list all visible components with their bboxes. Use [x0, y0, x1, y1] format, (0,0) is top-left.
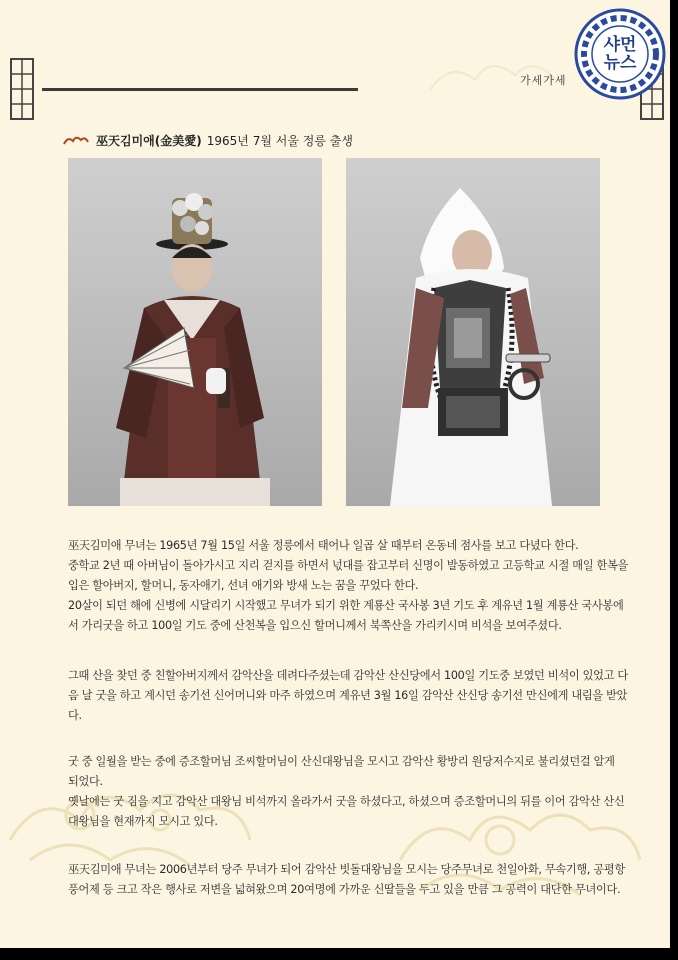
paragraph-4: 그때 산을 찾던 중 친할아버지께서 감악산을 데려다주셨는데 감악산 산신당에서 100일 기도중 보였던 비석이 있었고 다음 날 굿을 하고 계시던 송기선 신어머니와 마주 하였으며 계유년 3월 16일 감악산 산신당 송기선 만신에게 내림을 받았다.: [68, 669, 628, 722]
article-body-2: [68, 666, 628, 726]
paragraph-7: 巫天김미애 무녀는 2006년부터 당주 무녀가 되어 감악산 빗돌대왕님을 모시는 당주무녀로 천일아화, 무속기행, 공평항 풍어제 등 크고 작은 행사로 저변을 넓혀왔으며 20여명에 가까운 신딸들을 두고 있을 만큼 그 공력이 대단한 무녀이다.: [68, 863, 625, 896]
shaman-hanbok-figure: [68, 158, 322, 506]
portrait-photo-hanbok: [68, 158, 322, 506]
paragraph-5: 굿 중 일월을 받는 중에 증조할머님 조씨할머님이 산신대왕님을 모시고 감악산 황방리 원당저수지로 불리셨던걸 알게 되었다.: [68, 755, 615, 788]
article-body-3: [68, 752, 628, 832]
profile-subtitle: [62, 132, 353, 149]
paragraph-2: 중학교 2년 때 아버님이 돌아가시고 지리 걷지를 하면서 넋대를 잡고부터 신명이 발동하였고 고등학교 시절 매일 한복을 입은 할아버지, 할머니, 동자애기, 선녀 애기와 방새 노는 꿈을 꾸었다 한다.: [68, 559, 629, 592]
paragraph-6: 옛날에는 굿 짐을 지고 감악산 대왕님 비석까지 올라가서 굿을 하셨다고, 하셨으며 증조할머니의 뒤를 이어 감악산 산신대왕님을 현재까지 모시고 있다.: [68, 795, 625, 828]
profile-name: 巫天김미애(金美愛): [96, 134, 202, 148]
shaman-news-logo: [574, 8, 666, 100]
cloud-decoration-top: [420, 40, 580, 100]
profile-birth-info: 1965년 7월 서울 정릉 출생: [206, 134, 353, 148]
logo-text-line2: 뉴스: [603, 53, 637, 73]
cloud-ornament-icon: [62, 135, 90, 147]
header-title: 가세가세: [520, 74, 567, 87]
lattice-window-decoration-left: [10, 58, 34, 120]
article-body-4: [68, 860, 628, 900]
portrait-photo-white-robe: [346, 158, 600, 506]
logo-text-line1: 샤먼: [603, 35, 637, 55]
header-rule: [42, 88, 358, 91]
article-body: [68, 536, 628, 636]
paragraph-1: 巫天김미애 무녀는 1965년 7월 15일 서울 정릉에서 태어나 일곱 살 때부터 온동네 점사를 보고 다녔다 한다.: [68, 539, 579, 552]
paragraph-3: 20살이 되던 해에 신병에 시달리기 시작했고 무녀가 되기 위한 계룡산 국사봉 3년 기도 후 계유년 1월 계룡산 국사봉에서 가리굿을 하고 100일 기도 중에 산천복을 입으신 할머니께서 북쪽산을 가리키시며 비석을 보여주셨다.: [68, 599, 624, 632]
shaman-white-robe-figure: [346, 158, 600, 506]
